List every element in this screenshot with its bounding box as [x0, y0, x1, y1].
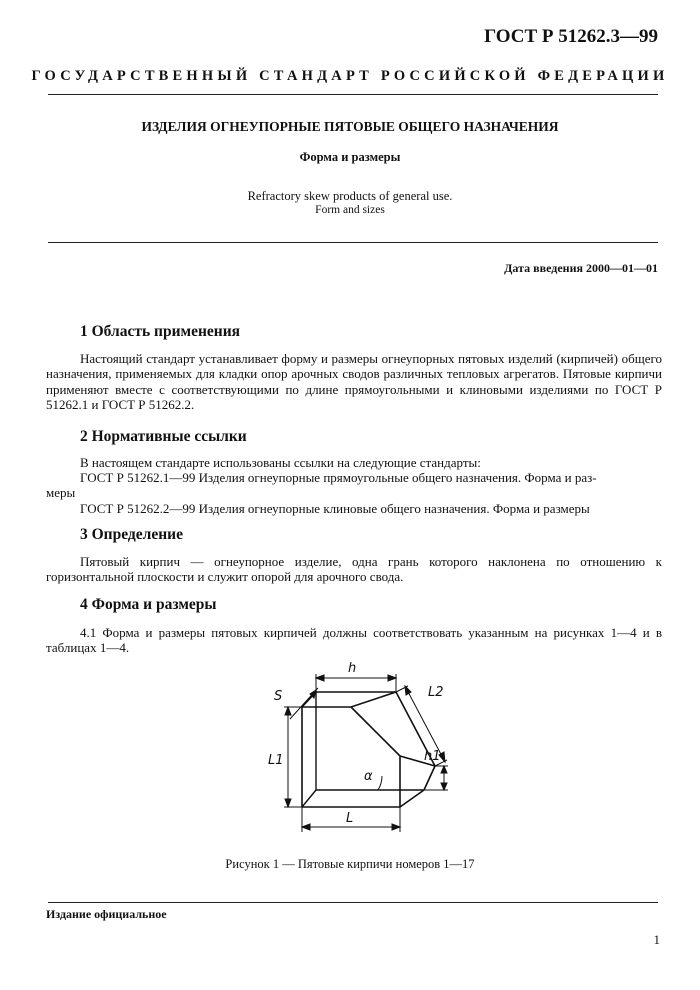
label-alpha: α — [364, 769, 373, 784]
title-rule — [48, 242, 658, 243]
document-subtitle: Форма и размеры — [299, 150, 401, 164]
official-edition-note: Издание официальное — [46, 907, 167, 921]
label-h1: h1 — [424, 749, 441, 764]
section-4-paragraph: 4.1 Форма и размеры пятовых кирпичей должны соответствовать указанным на рисунках 1—4 и в таблицах 1—4. — [46, 625, 662, 656]
section-1-text — [46, 351, 662, 413]
page-number: 1 — [653, 932, 660, 947]
section-1-paragraph: Настоящий стандарт устанавливает форму и размеры огнеупорных пятовых изделий (кирпичей) общего назначения, применяемых для кладки опор арочных сводов различных тепловых агрегатов. Пятовые кирпичи применяют вместе с соответствующими по длине прямоугольными и клиновыми изделиями по ГОСТ Р 51262.1 и ГОСТ Р 51262.2. — [46, 351, 662, 413]
reference-1-continuation: меры — [46, 485, 76, 500]
english-subtitle: Form and sizes — [315, 204, 385, 216]
dim-alpha-arc — [378, 776, 382, 790]
gost-code: ГОСТ Р 51262.3—99 — [484, 26, 658, 47]
section-3-paragraph: Пятовый кирпич — огнеупорное изделие, одна грань которого наклонена по отношению к горизонтальной плоскости и служит опорой для арочного свода. — [46, 554, 662, 585]
section-4-heading: 4 Форма и размеры — [80, 596, 217, 613]
top-rule — [48, 94, 658, 95]
section-3-text — [46, 554, 662, 585]
section-2-heading: 2 Нормативные ссылки — [80, 428, 247, 445]
label-l: L — [346, 811, 354, 826]
label-h: h — [348, 661, 357, 676]
reference-1: ГОСТ Р 51262.1—99 Изделия огнеупорные прямоугольные общего назначения. Форма и раз- — [80, 470, 597, 485]
brick-bottom-face — [400, 766, 435, 807]
section-3-heading: 3 Определение — [80, 526, 183, 543]
state-standard-heading: ГОСУДАРСТВЕННЫЙ СТАНДАРТ РОССИЙСКОЙ ФЕДЕРАЦИИ — [31, 68, 669, 84]
label-l2: L2 — [428, 685, 444, 700]
reference-2: ГОСТ Р 51262.2—99 Изделия огнеупорные клиновые общего назначения. Форма и размеры — [80, 501, 590, 516]
figure-1-brick-drawing — [260, 652, 460, 842]
section-1-heading: 1 Область применения — [80, 323, 241, 340]
label-l1: L1 — [268, 753, 284, 768]
english-title: Refractory skew products of general use. — [247, 189, 453, 203]
brick-front-outline — [302, 707, 400, 807]
intro-date: Дата введения 2000—01—01 — [504, 261, 658, 275]
brick-back-corner — [302, 790, 316, 807]
figure-1-caption: Рисунок 1 — Пятовые кирпичи номеров 1—17 — [225, 857, 475, 871]
label-s: S — [274, 689, 283, 704]
document-title: ИЗДЕЛИЯ ОГНЕУПОРНЫЕ ПЯТОВЫЕ ОБЩЕГО НАЗНАЧЕНИЯ — [141, 119, 559, 134]
section-2-intro: В настоящем стандарте использованы ссылки на следующие стандарты: — [80, 455, 481, 470]
footer-rule — [48, 902, 658, 903]
